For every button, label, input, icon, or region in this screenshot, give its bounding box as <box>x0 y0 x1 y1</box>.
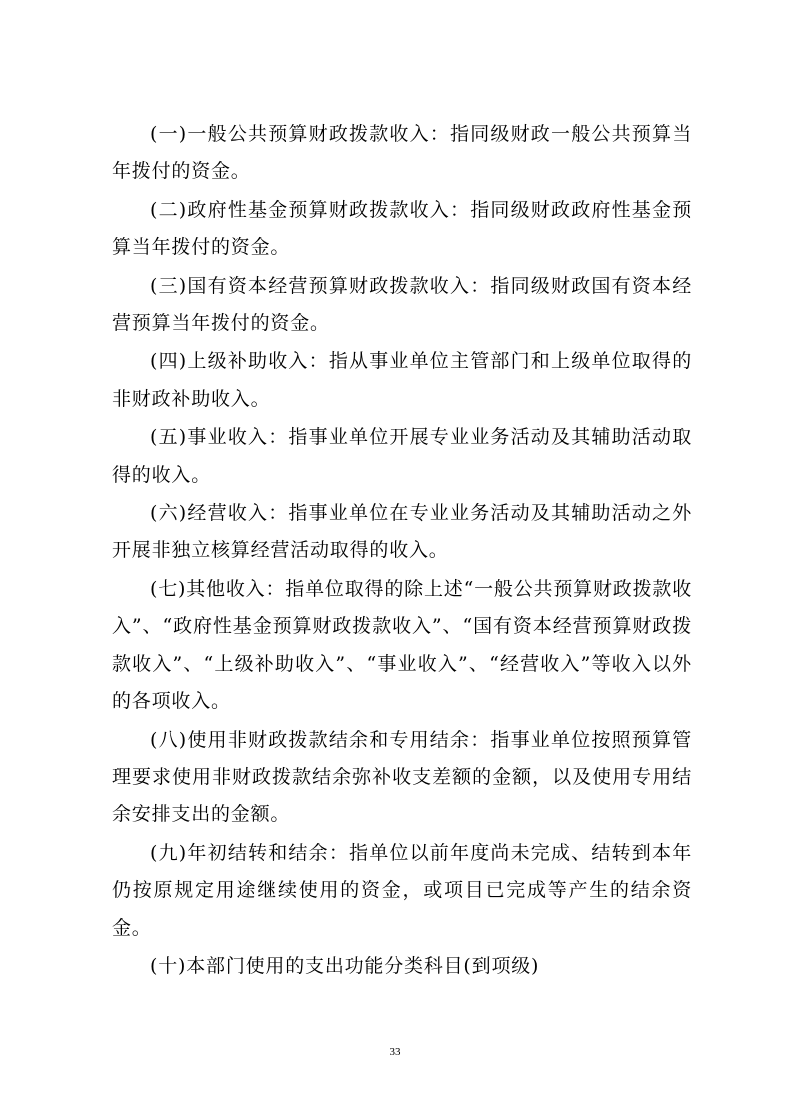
paragraph-operating-income: (六)经营收入：指事业单位在专业业务活动及其辅助活动之外开展非独立核算经营活动取得的收入。 <box>112 502 692 562</box>
paragraph-general-budget-income: (一)一般公共预算财政拨款收入：指同级财政一般公共预算当年拨付的资金。 <box>112 123 692 183</box>
paragraph-fund-budget-income: (二)政府性基金预算财政拨款收入：指同级财政政府性基金预算当年拨付的资金。 <box>112 198 692 259</box>
paragraph-carryover-balance: (九)年初结转和结余：指单位以前年度尚未完成、结转到本年仍按原规定用途继续使用的资金，或项目已完成等产生的结余资金。 <box>112 841 692 939</box>
paragraph-state-capital-income: (三)国有资本经营预算财政拨款收入：指同级财政国有资本经营预算当年拨付的资金。 <box>112 274 692 335</box>
paragraph-other-income: (七)其他收入：指单位取得的除上述“一般公共预算财政拨款收入”、“政府性基金预算财政拨款收入”、“国有资本经营预算财政拨款收入”、“上级补助收入”、“事业收入”、“经营收入”等收入以外的各项收入。 <box>112 577 692 713</box>
paragraph-use-of-balance: (八)使用非财政拨款结余和专用结余：指事业单位按照预算管理要求使用非财政拨款结余弥补收支差额的金额，以及使用专用结余安排支出的金额。 <box>112 728 692 826</box>
paragraph-business-income: (五)事业收入：指事业单位开展专业业务活动及其辅助活动取得的收入。 <box>112 426 692 486</box>
paragraph-expenditure-classification: (十)本部门使用的支出功能分类科目(到项级) <box>150 954 540 977</box>
paragraph-superior-subsidy-income: (四)上级补助收入：指从事业单位主管部门和上级单位取得的非财政补助收入。 <box>112 350 692 410</box>
page-number: 33 <box>389 1046 401 1058</box>
document-body <box>112 116 692 986</box>
